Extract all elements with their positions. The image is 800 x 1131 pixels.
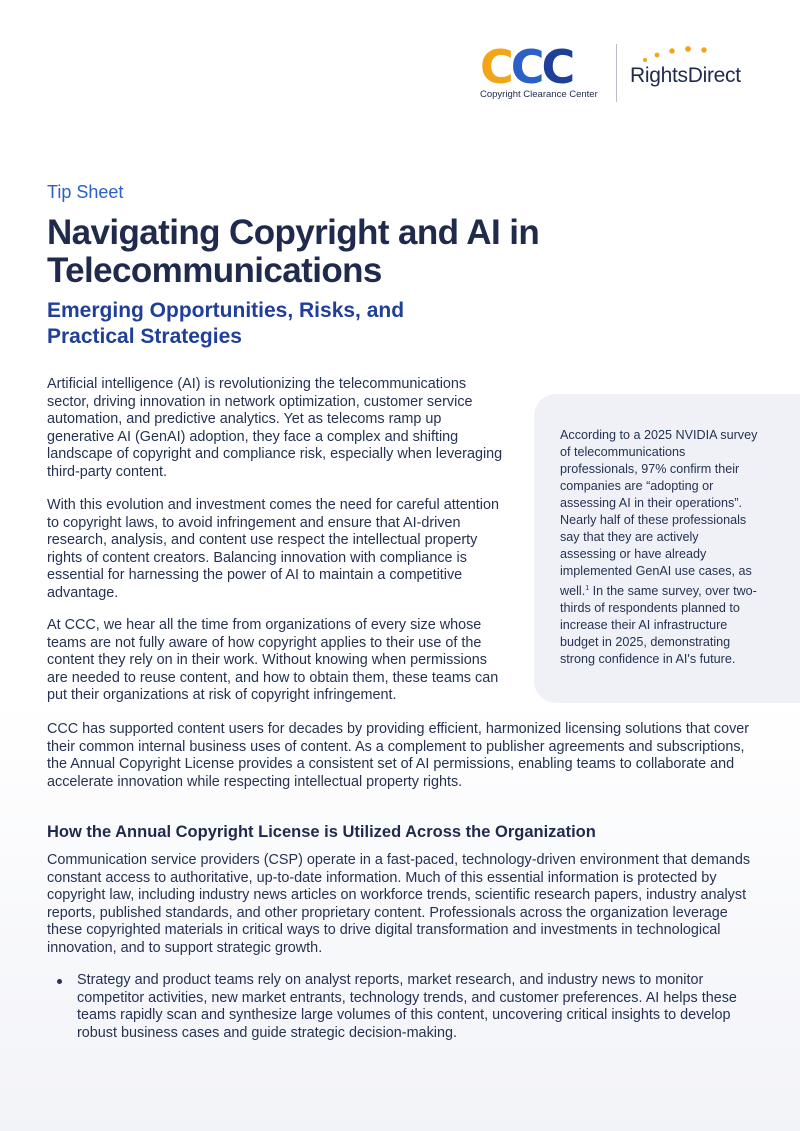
page-subtitle: Emerging Opportunities, Risks, and Practical Strategies <box>47 299 405 348</box>
paragraph-annual-copyright-license: CCC has supported content users for decades by providing efficient, harmonized licensing solutions that cover their common internal business uses of content. As a complement to publisher agreements and subscriptions, the Annual Copyright License provides a consistent set of AI permissions, enabling teams to collaborate and accelerate innovation while respecting intellectual property rights. <box>47 721 750 790</box>
logo-divider <box>616 44 617 102</box>
rightsdirect-logo[interactable] <box>630 44 770 104</box>
bullet-dot-icon <box>57 979 62 984</box>
intro-paragraph-ccc-awareness: At CCC, we hear all the time from organizations of every size whose teams are not fully aware of how copyright applies to their use of the content they rely on in their work. Without knowing when permissions are needed to reuse content, and how to obtain them, these teams can put their organizations at risk of copyright infringement. <box>47 617 499 704</box>
section-paragraph-csp: Communication service providers (CSP) operate in a fast-paced, technology-driven environment that demands constant access to authoritative, up-to-date information. Much of this essential information is protected by copyright law, including industry news articles on workforce trends, scientific research papers, industry analyst reports, published standards, and other proprietary content. Professionals across the organization leverage these copyrighted materials in critical ways to drive digital transformation and investments in technological innovation, and to support strategic growth. <box>47 852 751 956</box>
statistics-callout <box>534 394 800 703</box>
section-heading: How the Annual Copyright License is Utilized Across the Organization <box>47 823 596 841</box>
callout-text-part-1: According to a 2025 NVIDIA survey of telecommunications professionals, 97% confirm their companies are “adopting or assessing AI in their operations”. Nearly half of these professionals say that they are actively assessing or have already implemented GenAI use cases, as well. <box>560 428 758 599</box>
footnote-marker[interactable]: 1 <box>585 585 590 592</box>
callout-text <box>560 427 758 668</box>
ccc-logo[interactable] <box>478 40 603 102</box>
ccc-logo-tagline: Copyright Clearance Center <box>480 89 598 100</box>
header-logos <box>478 40 768 110</box>
intro-paragraph-copyright-attention: With this evolution and investment comes the need for careful attention to copyright laws, to avoid infringement and ensure that AI-driven research, analysis, and content use respect the intellectual property rights of content creators. Balancing innovation with compliance is essential for harnessing the power of AI to maintain a competitive advantage. <box>47 497 499 601</box>
document-type-label: Tip Sheet <box>47 182 124 202</box>
callout-text-part-2: In the same survey, over two-thirds of respondents planned to increase their AI infrastructure budget in 2025, demonstrating strong confidence in AI's future. <box>560 584 757 667</box>
ccc-logo-mark: CCC <box>480 40 573 94</box>
rightsdirect-dots-icon <box>635 44 765 66</box>
rightsdirect-wordmark: RightsDirect <box>630 64 741 87</box>
intro-paragraph-ai-revolution: Artificial intelligence (AI) is revolutionizing the telecommunications sector, driving innovation in network optimization, customer service automation, and predictive analytics. Yet as telecoms ramp up generative AI (GenAI) adoption, they face a complex and shifting landscape of copyright and compliance risk, especially when leveraging third-party content. <box>47 376 503 480</box>
list-item-text: Strategy and product teams rely on analyst reports, market research, and industry news to monitor competitor activities, new market entrants, technology trends, and customer preferences. AI helps these teams rapidly scan and synthesize large volumes of this content, uncovering critical insights to develop robust business cases and guide strategic decision-making. <box>77 972 737 1041</box>
page-title: Navigating Copyright and AI in Telecommunications <box>47 213 540 290</box>
list-item <box>47 972 757 1042</box>
bullet-list <box>47 972 757 1042</box>
